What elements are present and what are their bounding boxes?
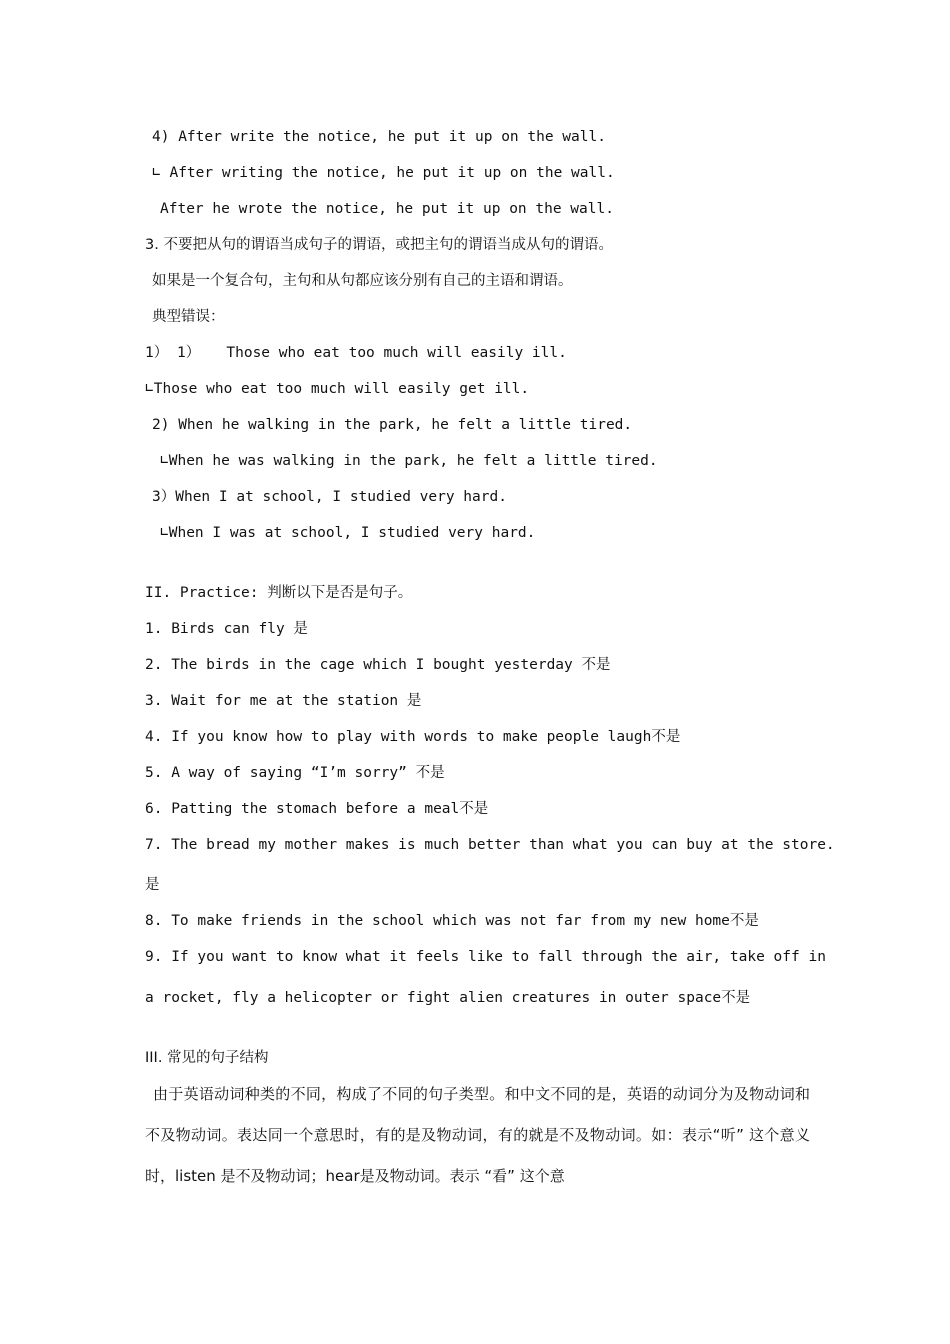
practice-item: 2. The birds in the cage which I bought yesterday 不是: [145, 657, 611, 673]
practice-item: 3. Wait for me at the station 是: [145, 693, 422, 709]
practice-item: 5. A way of saying “I’m sorry” 不是: [145, 765, 445, 781]
rule-3-description: 如果是一个复合句，主句和从句都应该分别有自己的主语和谓语。: [152, 273, 573, 289]
practice-item: 8. To make friends in the school which was not far from my new home不是: [145, 913, 759, 929]
example-3-wrong: 3）When I at school, I studied very hard.: [152, 489, 507, 505]
practice-item: 1. Birds can fly 是: [145, 621, 308, 637]
practice-item: 4. If you know how to play with words to make people laugh不是: [145, 729, 681, 745]
structures-heading: III. 常见的句子结构: [145, 1050, 269, 1066]
example-1-wrong: 1） 1） Those who eat too much will easily ill.: [145, 345, 567, 361]
structures-paragraph: 由于英语动词种类的不同，构成了不同的句子类型。和中文不同的是，英语的动词分为及物动词和不及物动词。表达同一个意思时，有的是及物动词，有的就是不及物动词。如：表示“听” 这个意义时，listen 是不及物动词；hear是及物动词。表示 “看” 这个意: [145, 1085, 810, 1185]
example-4-fix-2: After he wrote the notice, he put it up on the wall.: [160, 201, 614, 217]
example-3-fix: ∟When I was at school, I studied very hard.: [160, 525, 536, 541]
practice-heading: II. Practice: 判断以下是否是句子。: [145, 585, 413, 601]
practice-item: 是: [145, 877, 160, 893]
example-4-wrong: 4) After write the notice, he put it up on the wall.: [152, 129, 606, 145]
typical-errors-label: 典型错误：: [152, 309, 225, 325]
practice-item: 6. Patting the stomach before a meal不是: [145, 801, 489, 817]
example-1-fix: ∟Those who eat too much will easily get ill.: [145, 381, 530, 397]
practice-item: 7. The bread my mother makes is much better than what you can buy at the store.: [145, 837, 835, 853]
example-4-fix-1: ∟ After writing the notice, he put it up on the wall.: [152, 165, 615, 181]
rule-3-title: 3. 不要把从句的谓语当成句子的谓语，或把主句的谓语当成从句的谓语。: [145, 237, 613, 253]
practice-item: a rocket, fly a helicopter or fight alien creatures in outer space不是: [145, 990, 751, 1006]
example-2-fix: ∟When he was walking in the park, he felt a little tired.: [160, 453, 658, 469]
example-2-wrong: 2) When he walking in the park, he felt a little tired.: [152, 417, 633, 433]
practice-item: 9. If you want to know what it feels like to fall through the air, take off in: [145, 949, 826, 965]
